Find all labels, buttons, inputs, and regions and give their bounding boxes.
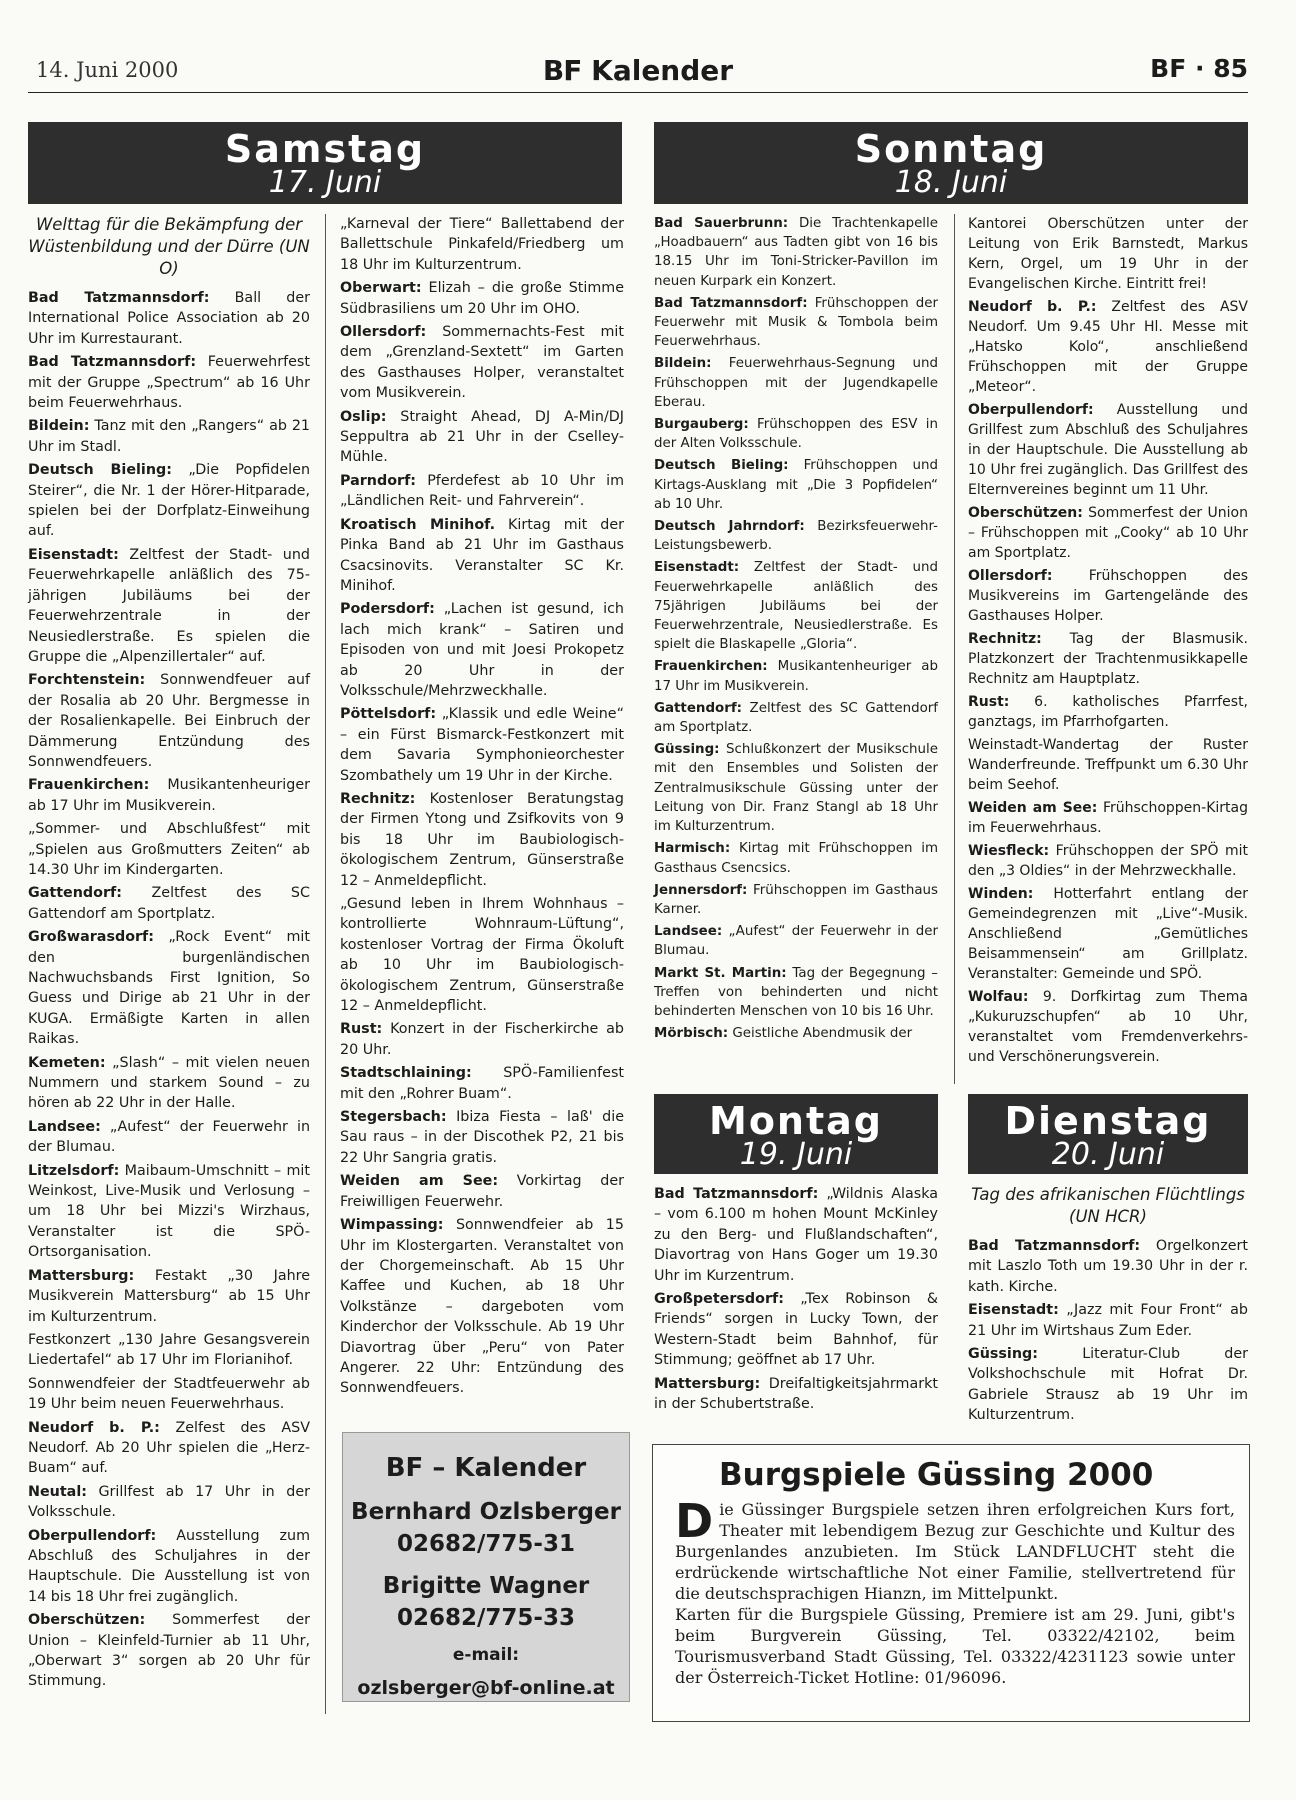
event-entry bbox=[968, 503, 1248, 563]
event-description: „Aufest“ der Feuerwehr in der Blumau. bbox=[28, 1118, 311, 1156]
column-samstag-2 bbox=[340, 214, 624, 1402]
event-location: Eisenstadt: bbox=[28, 546, 119, 563]
day-banner-sonntag bbox=[654, 122, 1248, 204]
event-entry bbox=[340, 214, 624, 275]
event-location: Bildein: bbox=[28, 418, 90, 435]
event-location: Bad Tatzmannsdorf: bbox=[28, 354, 197, 371]
event-description: „Sommer- und Abschlußfest“ mit „Spielen aus Großmutters Zeiten“ ab 14.30 Uhr im Kindergarten. bbox=[28, 821, 310, 878]
event-description: Frühschoppen des ESV in der Alten Volksschule. bbox=[654, 417, 938, 452]
event-entry bbox=[340, 1063, 624, 1104]
event-description: „Tex Robinson & Friends“ sorgen in Lucky Town, der Western-Stadt beim Bahnhof, für Stimmung; geöffnet ab 17 Uhr. bbox=[654, 1291, 939, 1369]
article-title: Burgspiele Güssing 2000 bbox=[719, 1457, 1154, 1493]
event-entry bbox=[654, 294, 938, 352]
event-location: Eisenstadt: bbox=[654, 560, 740, 576]
event-description: Elizah – die große Stimme Südbrasiliens um 20 Uhr im OHO. bbox=[340, 280, 625, 317]
column-dienstag bbox=[968, 1184, 1248, 1429]
day-name: Montag bbox=[709, 1099, 883, 1143]
event-location: Winden: bbox=[968, 886, 1034, 902]
event-description: Ausstellung zum Abschluß des Schuljahres in der Hauptschule. Die Ausstellung ist von 14 bis 18 Uhr frei zugänglich. bbox=[28, 1527, 310, 1605]
brand-logo: BF bbox=[542, 54, 582, 87]
event-location: Großpetersdorf: bbox=[654, 1291, 784, 1308]
event-location: Markt St. Martin: bbox=[654, 965, 787, 981]
contact-email: ozlsberger@bf-online.at bbox=[357, 1677, 615, 1699]
event-location: Güssing: bbox=[654, 742, 720, 758]
event-location: Bad Sauerbrunn: bbox=[654, 216, 789, 231]
event-description: Sommerfest der Union – Frühschoppen mit „Cooky“ ab 10 Uhr am Sportplatz. bbox=[968, 505, 1248, 561]
event-entry bbox=[28, 775, 310, 816]
event-location: Rust: bbox=[968, 694, 1010, 710]
event-location: Bildein: bbox=[654, 356, 712, 372]
event-location: Litzelsdorf: bbox=[28, 1162, 120, 1179]
event-entry bbox=[654, 922, 938, 960]
event-description: SPÖ-Familienfest mit den „Rohrer Buam“. bbox=[340, 1065, 624, 1102]
day-banner-montag bbox=[654, 1094, 938, 1174]
event-entry bbox=[340, 704, 624, 786]
event-description: Bezirksfeuerwehr-Leistungsbewerb. bbox=[654, 519, 938, 554]
event-description: 9. Dorfkirtag zum Thema „Kukuruzschupfen“ ab 10 Uhr, veranstaltet vom Fremdenverkehrs- und Verschönerungsverein. bbox=[968, 989, 1249, 1065]
event-description: Zelfest des ASV Neudorf. Ab 20 Uhr spielen die „Herz-Buam“ auf. bbox=[28, 1419, 310, 1477]
event-location: Bad Tatzmannsdorf: bbox=[968, 1238, 1141, 1254]
event-entry bbox=[340, 515, 624, 597]
event-description: „Slash“ – mit vielen neuen Nummern und starkem Sound – zu hören ab 22 Uhr in der Halle. bbox=[28, 1054, 311, 1112]
event-location: Mattersburg: bbox=[654, 1375, 761, 1392]
event-entry bbox=[28, 883, 310, 924]
column-divider bbox=[954, 214, 955, 1084]
event-description: Feuerwehrhaus-Segnung und Frühschoppen mit der Jugendkapelle Eberau. bbox=[654, 356, 938, 410]
day-banner-dienstag bbox=[968, 1094, 1248, 1174]
event-entry bbox=[28, 1266, 310, 1327]
event-entry bbox=[28, 545, 310, 667]
brand-logo: BF bbox=[385, 1453, 424, 1483]
event-entry bbox=[654, 699, 938, 737]
event-entry bbox=[654, 964, 938, 1022]
event-location: Güssing: bbox=[968, 1346, 1038, 1363]
event-description: Frühschoppen-Kirtag im Feuerwehrhaus. bbox=[968, 800, 1248, 836]
event-description: Frühschoppen der Feuerwehr mit Musik & Tombola beim Feuerwehrhaus. bbox=[654, 295, 938, 350]
event-entry bbox=[340, 471, 624, 512]
event-location: Gattendorf: bbox=[654, 700, 743, 716]
event-location: Eisenstadt: bbox=[968, 1302, 1059, 1319]
event-entry bbox=[968, 297, 1248, 397]
event-location: Oberwart: bbox=[340, 280, 422, 297]
event-entry bbox=[340, 1171, 624, 1212]
event-description: Musikantenheuriger ab 17 Uhr im Musikverein. bbox=[28, 777, 310, 814]
event-description: Kirtag mit Frühschoppen im Gasthaus Csencsics. bbox=[654, 841, 938, 876]
event-list bbox=[654, 214, 938, 1043]
event-location: Frauenkirchen: bbox=[654, 659, 768, 675]
event-location: Oberschützen: bbox=[968, 505, 1083, 521]
column-sonntag-1 bbox=[654, 214, 938, 1046]
event-description: Zeltfest der Stadt- und Feuerwehrkapelle anläßlich des 75-jährigen Jubiläums bei der Feuerwehrzentrale in der Neusiedlerstraße. Es spielen die Gruppe die „Alpenzillertaler“ auf. bbox=[28, 546, 310, 665]
issue-date: 14. Juni 2000 bbox=[36, 58, 179, 82]
contact-name: Brigitte Wagner bbox=[382, 1573, 590, 1599]
event-description: Kostenloser Beratungstag der Firmen Ytong und Zsifkovits von 9 bis 18 Uhr im Baubiologisch-ökologischem Zentrum, Günserstraße 12 – Anmeldepflicht. bbox=[340, 790, 624, 889]
event-description: Feuerwehrfest mit der Gruppe „Spectrum“ ab 16 Uhr beim Feuerwehrhaus. bbox=[28, 354, 310, 412]
event-entry bbox=[968, 214, 1248, 294]
event-entry bbox=[28, 1526, 310, 1608]
event-description: Zeltfest des SC Gattendorf am Sportplatz. bbox=[28, 885, 310, 922]
event-description: Geistliche Abendmusik der bbox=[732, 1026, 913, 1042]
event-entry bbox=[654, 354, 938, 412]
event-entry bbox=[28, 416, 310, 457]
event-description: Straight Ahead, DJ A-Min/DJ Seppultra ab 21 Uhr in der Cselley-Mühle. bbox=[340, 408, 625, 466]
event-list bbox=[968, 1236, 1248, 1426]
event-location: Burgauberg: bbox=[654, 417, 749, 433]
day-date: 19. Juni bbox=[739, 1137, 853, 1172]
event-description: Vorkirtag der Freiwilligen Feuerwehr. bbox=[340, 1173, 624, 1210]
event-location: Weiden am See: bbox=[968, 800, 1098, 816]
event-location: Mattersburg: bbox=[28, 1267, 135, 1284]
event-entry bbox=[28, 1418, 310, 1479]
event-location: Parndorf: bbox=[340, 472, 417, 489]
drop-cap: D bbox=[675, 1494, 714, 1548]
event-location: Kroatisch Minihof. bbox=[340, 516, 496, 533]
event-entry bbox=[654, 517, 938, 555]
day-date: 20. Juni bbox=[1051, 1137, 1165, 1172]
event-location: Oberpullendorf: bbox=[28, 1527, 157, 1544]
event-entry bbox=[28, 1610, 310, 1692]
article-body bbox=[675, 1494, 1235, 1688]
event-location: Ollersdorf: bbox=[340, 324, 427, 341]
event-description: „Die Popfidelen Steirer“, die Nr. 1 der Hörer-Hitparade, spielen bei der Dorfplatz-Einweihung auf. bbox=[28, 462, 310, 540]
event-entry bbox=[654, 415, 938, 453]
event-location: Neudorf b. P.: bbox=[28, 1419, 160, 1436]
event-description: Musikantenheuriger ab 17 Uhr im Musikverein. bbox=[654, 659, 938, 694]
event-entry bbox=[654, 740, 938, 836]
event-description: Konzert in der Fischerkirche ab 20 Uhr. bbox=[340, 1021, 624, 1058]
column-divider bbox=[325, 214, 326, 1714]
day-banner-samstag bbox=[28, 122, 622, 204]
event-description: Weinstadt-Wandertag der Ruster Wanderfreunde. Treffpunkt um 6.30 Uhr beim Seehof. bbox=[968, 737, 1248, 793]
day-name: Samstag bbox=[224, 127, 426, 171]
event-description: Sommerfest der Union – Kleinfeld-Turnier ab 11 Uhr, „Oberwart 3“ sorgen ab 20 Uhr für Stimmung. bbox=[28, 1612, 310, 1690]
event-description: Frühschoppen und Kirtags-Ausklang mit „Die 3 Popfidelen“ ab 10 Uhr. bbox=[654, 458, 939, 512]
event-description: Orgelkonzert mit Laszlo Toth um 19.30 Uhr in der r. kath. Kirche. bbox=[968, 1238, 1248, 1295]
event-list bbox=[28, 288, 310, 1692]
event-description: Frühschoppen des Musikvereins im Gartengelände des Gasthauses Holper. bbox=[968, 568, 1248, 624]
event-description: „Wildnis Alaska – vom 6.100 m hohen Mount McKinley zu den Berg- und Flußlandschaften“, Diavortrag von Hans Goger um 19.30 Uhr im Kurzentrum. bbox=[654, 1186, 938, 1284]
event-entry bbox=[968, 798, 1248, 838]
event-entry bbox=[340, 599, 624, 701]
contact-name: Bernhard Ozlsberger bbox=[351, 1499, 621, 1525]
event-location: Mörbisch: bbox=[654, 1026, 729, 1042]
event-location: Stadtschlaining: bbox=[340, 1065, 472, 1082]
event-description: „Klassik und edle Weine“ – ein Fürst Bismarck-Festkonzert mit dem Savaria Symphonieorchester Szombathely um 19 Uhr in der Kirche. bbox=[340, 706, 624, 784]
event-description: Ball der International Police Association ab 20 Uhr im Kurrestaurant. bbox=[28, 290, 310, 347]
event-entry bbox=[28, 1161, 310, 1263]
event-entry bbox=[968, 987, 1248, 1067]
event-entry bbox=[340, 1107, 624, 1168]
event-description: „Lachen ist gesund, ich lach mich krank“ – Satiren und Episoden von und mit Joesi Prokopetz ab 20 Uhr in der Volksschule/Mehrzweckhalle. bbox=[340, 601, 624, 699]
event-description: „Gesund leben in Ihrem Wohnhaus – kontrollierte Wohnraum-Lüftung“, kostenloser Vortrag der Firma Ökoluft ab 10 Uhr im Baubiologisch-ökologischem Zentrum, Günserstraße 12 – Anmeldepflicht. bbox=[340, 896, 624, 1015]
event-entry bbox=[340, 894, 624, 1016]
event-entry bbox=[340, 1019, 624, 1060]
event-description: Kantorei Oberschützen unter der Leitung von Erik Barnstedt, Markus Kern, Orgel, um 19 Uhr in der Evangelischen Kirche. Eintritt frei! bbox=[968, 216, 1248, 292]
event-description: „Rock Event“ mit den burgenländischen Nachwuchsbands First Ignition, So Guess und Dirige ab 21 Uhr in der KUGA. Ermäßigte Karten in allen Raikas. bbox=[28, 929, 310, 1048]
event-entry bbox=[968, 400, 1248, 500]
observance-heading: Welttag für die Bekämpfung der Wüstenbildung und der Dürre (UN O) bbox=[28, 215, 310, 278]
event-description: Die Trachtenkapelle „Hoadbauern“ aus Tadten gibt von 16 bis 18.15 Uhr im Toni-Stricker-Pavillon im neuen Kurpark ein Konzert. bbox=[654, 216, 938, 289]
event-entry bbox=[968, 1236, 1248, 1297]
event-description: Zeltfest des ASV Neudorf. Um 9.45 Uhr Hl. Messe mit „Hatsko Kolo“, anschließend Frühschoppen mit der Gruppe „Meteor“. bbox=[968, 299, 1248, 395]
event-description: Pferdefest ab 10 Uhr im „Ländlichen Reit- und Fahrverein“. bbox=[340, 472, 625, 510]
event-description: Frühschoppen im Gasthaus Karner. bbox=[654, 882, 938, 917]
event-description: Ibiza Fiesta – laß' die Sau raus – in der Discothek P2, 21 bis 22 Uhr Sangria gratis. bbox=[340, 1109, 625, 1166]
page-number: BF · 85 bbox=[1150, 54, 1248, 83]
event-description: Tag der Blasmusik. Platzkonzert der Trachtenmusikkapelle Rechnitz am Hauptplatz. bbox=[968, 631, 1248, 687]
event-description: „Aufest“ der Feuerwehr in der Blumau. bbox=[654, 924, 938, 959]
event-description: 6. katholisches Pfarrfest, ganztags, im Pfarrhofgarten. bbox=[968, 694, 1249, 730]
event-location: Jennersdorf: bbox=[654, 882, 748, 898]
event-entry bbox=[28, 288, 310, 349]
event-entry bbox=[654, 657, 938, 695]
event-location: Landsee: bbox=[28, 1118, 101, 1135]
event-entry bbox=[28, 460, 310, 542]
event-entry bbox=[654, 1184, 938, 1286]
event-entry bbox=[340, 278, 624, 319]
event-list bbox=[654, 1184, 938, 1414]
event-location: Großwarasdorf: bbox=[28, 929, 154, 946]
event-description: Schlußkonzert der Musikschule mit den Ensembles und Solisten der Zentralmusikschule Güssing unter der Leitung von Dir. Franz Stangl ab 18 Uhr im Kulturzentrum. bbox=[654, 742, 938, 835]
event-description: Sommernachts-Fest mit dem „Grenzland-Sextett“ im Garten des Gasthauses Holper, veranstaltet vom Musikverein. bbox=[340, 324, 624, 402]
event-description: Kirtag mit der Pinka Band ab 21 Uhr im Gasthaus Csacsinovits. Veranstalter SC Kr. Minihof. bbox=[340, 516, 624, 594]
event-entry bbox=[340, 1215, 624, 1399]
day-date: 18. Juni bbox=[894, 165, 1008, 200]
event-location: Oslip: bbox=[340, 408, 387, 425]
event-entry bbox=[340, 407, 624, 468]
column-sonntag-2 bbox=[968, 214, 1248, 1070]
event-entry bbox=[968, 1344, 1248, 1426]
event-description: Grillfest ab 17 Uhr in der Volksschule. bbox=[28, 1483, 310, 1521]
section-name: Kalender bbox=[591, 54, 734, 87]
event-entry bbox=[654, 839, 938, 877]
day-date: 17. Juni bbox=[268, 165, 382, 200]
event-description: „Jazz mit Four Front“ ab 21 Uhr im Wirtshaus Zum Eder. bbox=[968, 1302, 1249, 1339]
event-description: Frühschoppen der SPÖ mit den „3 Oldies“ in der Mehrzweckhalle. bbox=[968, 843, 1248, 879]
event-location: Landsee: bbox=[654, 924, 723, 940]
burgspiele-article bbox=[652, 1444, 1250, 1722]
event-location: Pöttelsdorf: bbox=[340, 706, 437, 723]
event-description: Sonnwendfeier der Stadtfeuerwehr ab 19 Uhr beim neuen Feuerwehrhaus. bbox=[28, 1375, 310, 1413]
event-entry bbox=[654, 558, 938, 654]
event-description: Literatur-Club der Volkshochschule mit Hofrat Dr. Gabriele Strausz ab 19 Uhr im Kulturzentrum. bbox=[968, 1346, 1249, 1424]
email-label: e-mail: bbox=[452, 1645, 520, 1665]
event-description: Festkonzert „130 Jahre Gesangsverein Liedertafel“ ab 17 Uhr im Florianihof. bbox=[28, 1331, 310, 1369]
event-entry bbox=[28, 1482, 310, 1523]
event-description: Zeltfest der Stadt- und Feuerwehrkapelle anläßlich des 75jährigen Jubiläums bei der Feuerwehrzentrale, Neusiedlerstraße. Es spielt die Blaskapelle „Gloria“. bbox=[654, 560, 938, 653]
section-title bbox=[28, 54, 1248, 87]
contact-phone: 02682/775-31 bbox=[397, 1531, 575, 1557]
event-location: Wimpassing: bbox=[340, 1217, 444, 1234]
event-location: Gattendorf: bbox=[28, 885, 122, 902]
event-location: Weiden am See: bbox=[340, 1173, 499, 1190]
event-entry bbox=[654, 881, 938, 919]
event-location: Deutsch Bieling: bbox=[654, 458, 789, 474]
event-entry bbox=[654, 456, 938, 514]
event-location: Neudorf b. P.: bbox=[968, 299, 1097, 315]
event-description: „Karneval der Tiere“ Ballettabend der Ballettschule Pinkafeld/Friedberg um 18 Uhr im Kulturzentrum. bbox=[340, 216, 624, 273]
event-description: Ausstellung und Grillfest zum Abschluß des Schuljahres in der Hauptschule. Die Ausstellung ab 10 Uhr frei zugänglich. Das Grillfest des Elternvereines beginnt um 11 Uhr. bbox=[968, 402, 1249, 498]
event-entry bbox=[28, 352, 310, 413]
event-description: Sonnwendfeuer auf der Rosalia ab 20 Uhr. Bergmesse in der Rosalienkapelle. Bei Einbruch der Dämmerung Entzündung des Sonnwendfeuers. bbox=[28, 672, 310, 770]
column-samstag-1 bbox=[28, 214, 310, 1695]
event-entry bbox=[968, 1300, 1248, 1341]
day-name: Dienstag bbox=[1004, 1099, 1212, 1143]
event-entry bbox=[968, 841, 1248, 881]
event-entry bbox=[968, 884, 1248, 984]
event-description: Dreifaltigkeitsjahrmarkt in der Schubertstraße. bbox=[654, 1375, 938, 1413]
event-description: Hotterfahrt entlang der Gemeindegrenzen mit „Live“-Musik. Anschließend „Gemütliches Beisammensein“ am Grillplatz. Veranstalter: Gemeinde und SPÖ. bbox=[968, 886, 1248, 982]
event-location: Wolfau: bbox=[968, 989, 1029, 1005]
event-entry bbox=[968, 692, 1248, 732]
article-paragraph: Karten für die Burgspiele Güssing, Premiere ist am 29. Juni, gibt's beim Burgverein Güssing, Tel. 03322/42102, beim Tourismusverband Stadt Güssing, Tel. 03322/4231123 sowie unter der Österreich-Ticket Hotline: 01/96096. bbox=[675, 1605, 1235, 1687]
event-entry bbox=[654, 1024, 938, 1043]
article-paragraph: ie Güssinger Burgspiele setzen ihren erfolgreichen Kurs fort, Theater mit lebendigem Bezug zur Geschichte und Kultur des Burgenlandes anzubieten. Im Stück LANDFLUCHT steht die erdrückende wirtschaftliche Not einer Familie, stellvertretend für die deutschsprachigen Hianzn, im Mittelpunkt. bbox=[675, 1500, 1235, 1603]
event-entry bbox=[28, 670, 310, 772]
event-entry bbox=[968, 629, 1248, 689]
column-montag bbox=[654, 1184, 938, 1417]
event-entry bbox=[28, 1117, 310, 1158]
contact-title bbox=[343, 1453, 629, 1483]
contact-box bbox=[342, 1432, 630, 1702]
event-list bbox=[968, 214, 1248, 1067]
event-entry bbox=[968, 566, 1248, 626]
event-entry bbox=[28, 927, 310, 1049]
contact-phone: 02682/775-33 bbox=[397, 1605, 575, 1631]
event-description: Tag der Begegnung – Treffen von behinderten und nicht behinderten Menschen von 10 bis 16 Uhr. bbox=[654, 965, 938, 1019]
observance-heading: Tag des afrikanischen Flüchtlings (UN HCR) bbox=[971, 1185, 1245, 1226]
event-description: Tanz mit den „Rangers“ ab 21 Uhr im Stadl. bbox=[28, 418, 311, 455]
event-location: Rust: bbox=[340, 1021, 383, 1038]
event-entry bbox=[28, 1374, 310, 1415]
event-list bbox=[340, 214, 624, 1399]
day-name: Sonntag bbox=[854, 127, 1048, 171]
event-entry bbox=[654, 1374, 938, 1415]
page-header bbox=[28, 52, 1248, 93]
event-location: Podersdorf: bbox=[340, 601, 435, 618]
event-entry bbox=[340, 322, 624, 404]
event-description: Sonnwendfeier ab 15 Uhr im Klostergarten. Veranstaltet von der Chorgemeinschaft. Ab 15 Uhr Kaffee und Kuchen, ab 18 Uhr Volkstänze – dargeboten vom Kinderchor der Volksschule. Ab 19 Uhr Diavortrag über „Peru“ von Pater Angerer. 22 Uhr: Entzündung des Sonnwendfeuers. bbox=[340, 1217, 625, 1397]
event-location: Wiesfleck: bbox=[968, 843, 1050, 859]
event-entry bbox=[28, 1053, 310, 1114]
event-location: Frauenkirchen: bbox=[28, 777, 150, 794]
event-location: Rechnitz: bbox=[968, 631, 1042, 647]
event-entry bbox=[340, 789, 624, 891]
event-location: Bad Tatzmannsdorf: bbox=[654, 1186, 819, 1202]
event-entry bbox=[968, 735, 1248, 795]
event-entry bbox=[28, 1330, 310, 1371]
event-location: Forchtenstein: bbox=[28, 672, 146, 689]
event-location: Kemeten: bbox=[28, 1054, 106, 1071]
event-location: Rechnitz: bbox=[340, 790, 416, 807]
event-location: Oberpullendorf: bbox=[968, 402, 1094, 418]
event-description: Festakt „30 Jahre Musikverein Mattersburg“ ab 15 Uhr im Kulturzentrum. bbox=[28, 1267, 311, 1325]
contact-heading: – Kalender bbox=[432, 1453, 587, 1483]
event-entry bbox=[654, 214, 938, 291]
event-location: Deutsch Jahrndorf: bbox=[654, 519, 805, 535]
event-location: Oberschützen: bbox=[28, 1612, 146, 1629]
event-location: Neutal: bbox=[28, 1483, 87, 1500]
event-description: Maibaum-Umschnitt – mit Weinkost, Live-Musik und Verlosung – um 18 Uhr bei Mizzi's Wirzhaus, Veranstalter ist die SPÖ-Ortsorganisation. bbox=[28, 1162, 310, 1261]
event-location: Bad Tatzmannsdorf: bbox=[654, 295, 808, 311]
event-location: Harmisch: bbox=[654, 841, 731, 857]
event-entry bbox=[28, 819, 310, 880]
event-location: Bad Tatzmannsdorf: bbox=[28, 290, 210, 306]
event-description: Zeltfest des SC Gattendorf am Sportplatz. bbox=[654, 700, 938, 736]
event-location: Deutsch Bieling: bbox=[28, 462, 172, 479]
event-location: Stegersbach: bbox=[340, 1109, 447, 1126]
event-location: Ollersdorf: bbox=[968, 568, 1053, 584]
event-entry bbox=[654, 1289, 938, 1371]
